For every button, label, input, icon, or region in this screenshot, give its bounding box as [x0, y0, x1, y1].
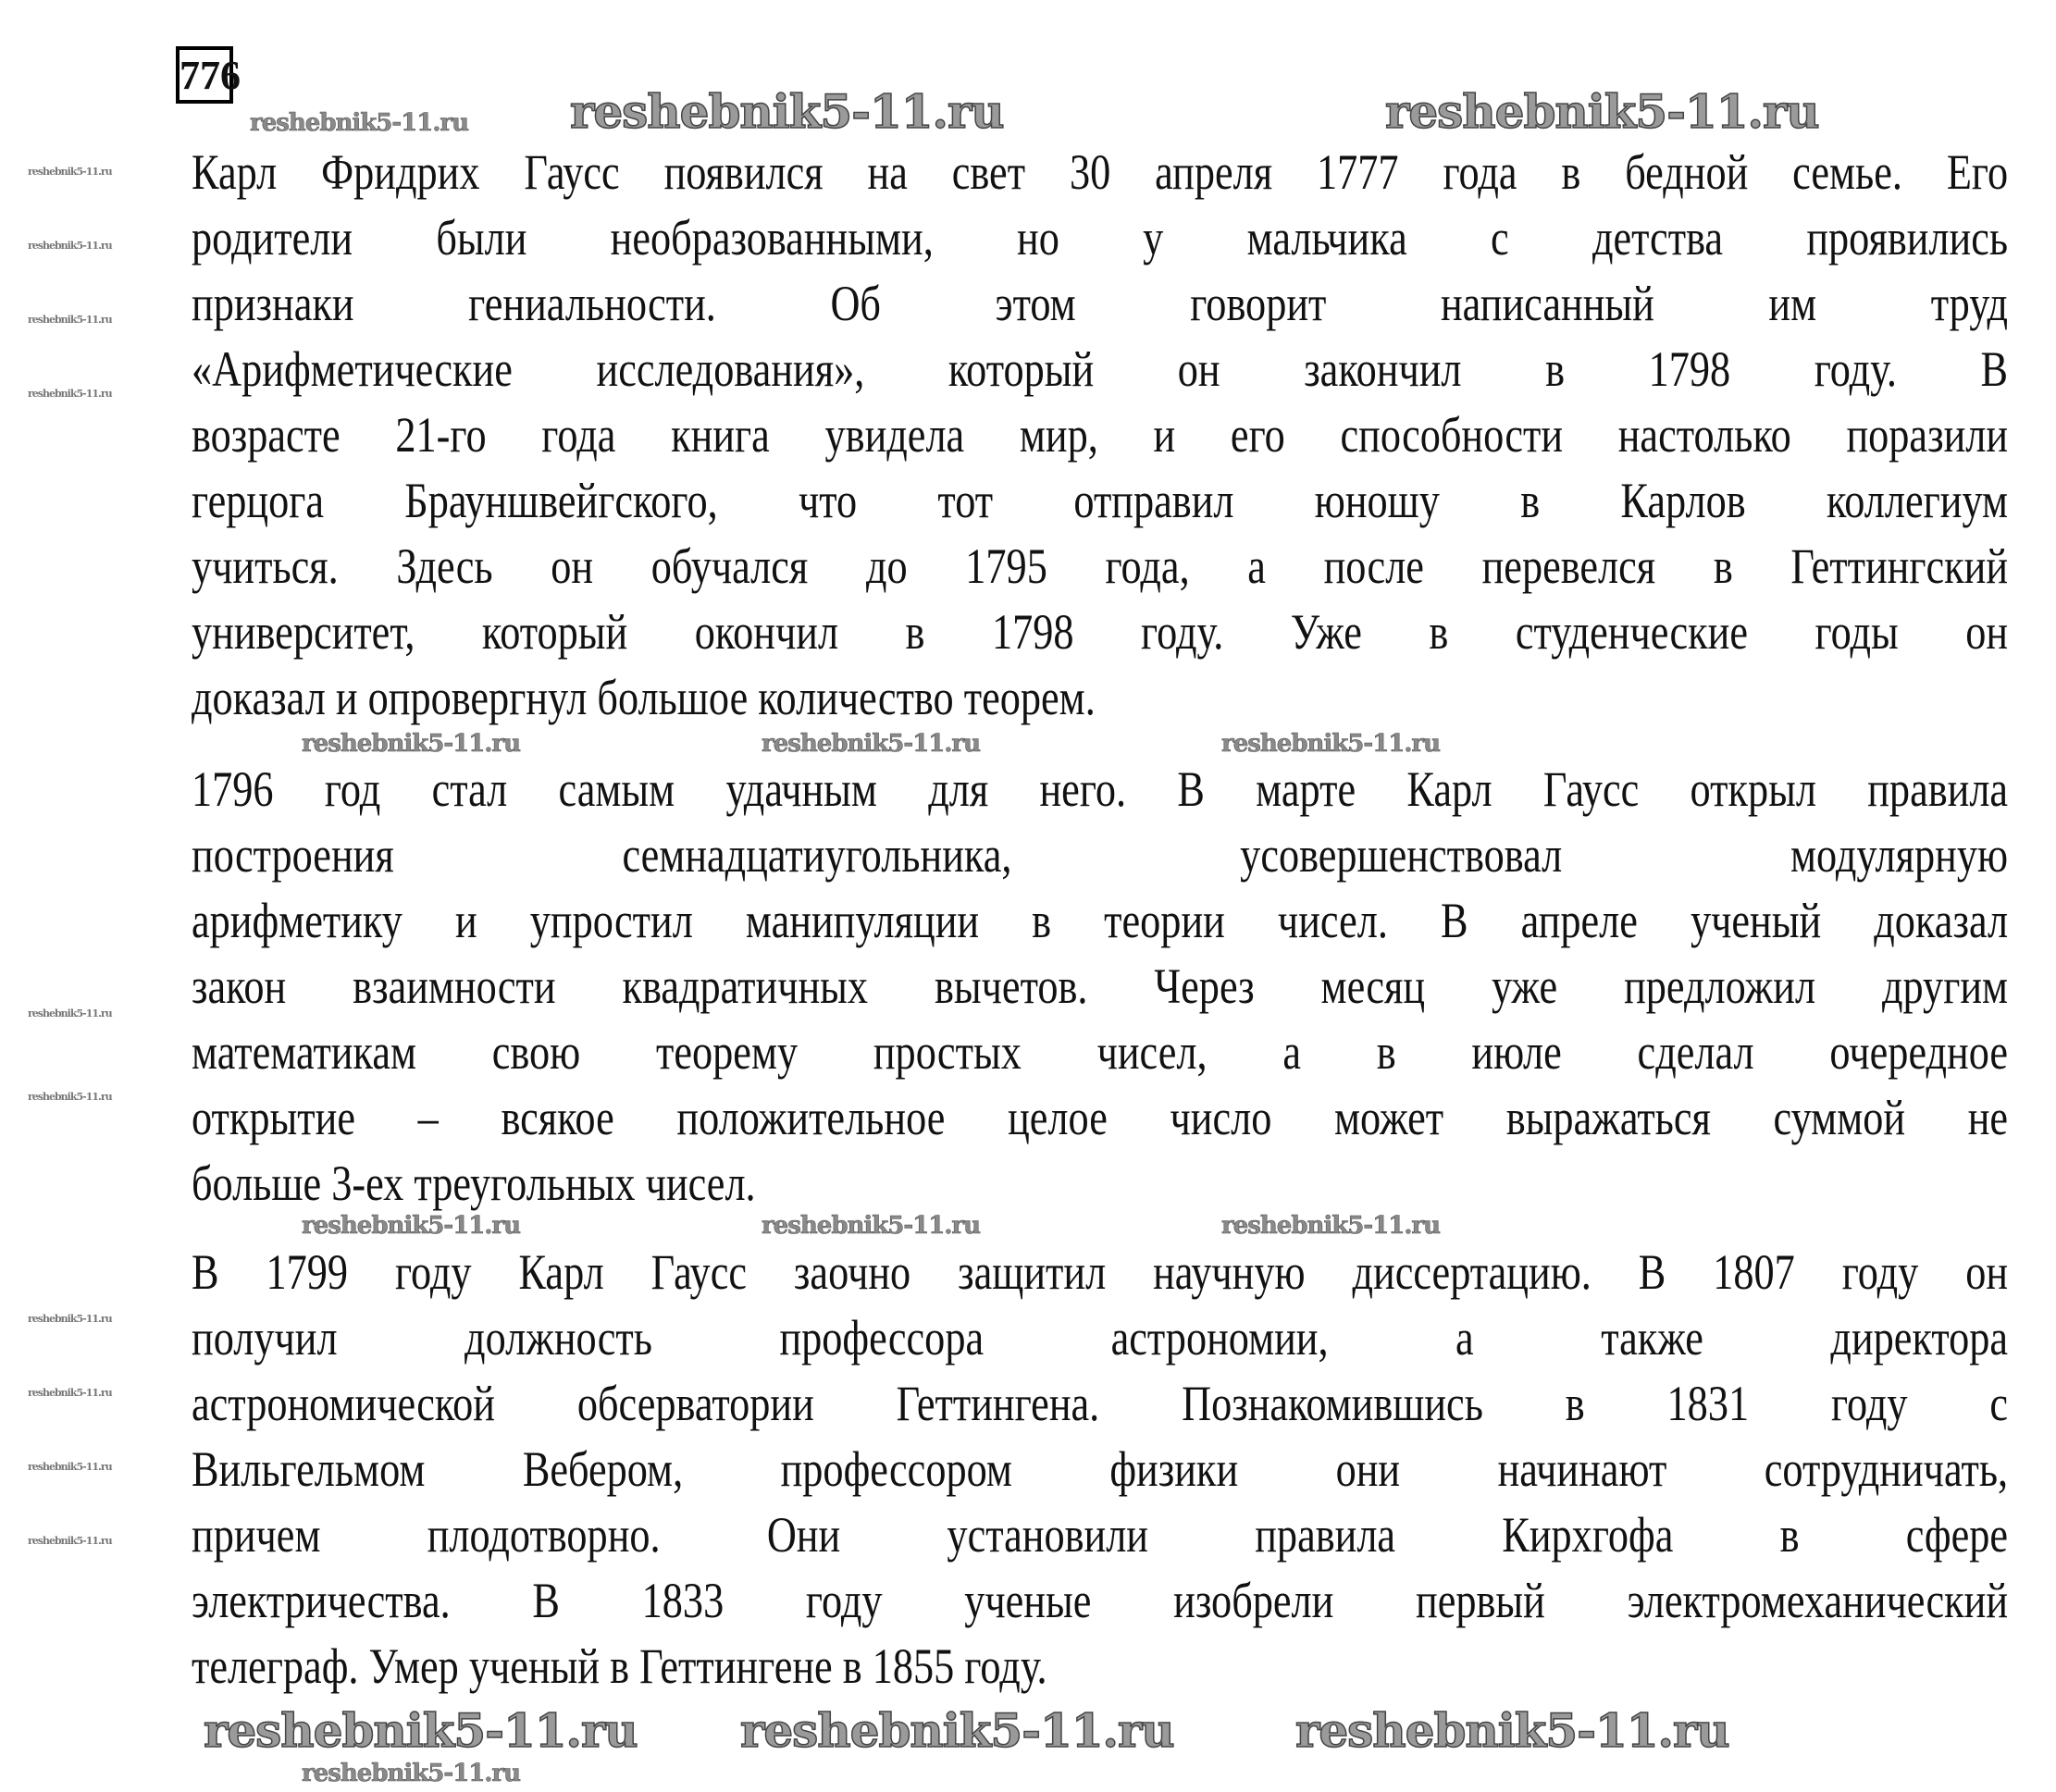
watermark: reshebnik5-11.ru: [250, 109, 469, 137]
task-number: 776: [180, 53, 241, 98]
watermark: reshebnik5-11.ru: [1221, 1212, 1441, 1240]
watermark: reshebnik5-11.ru: [28, 1461, 112, 1473]
text-line: Вильгельмом Вебером, профессором физики они начинают сотрудничать,: [192, 1441, 2009, 1497]
text-line: телеграф. Умер ученый в Геттингене в 1855 году.: [192, 1638, 1047, 1694]
text-line: математикам свою теорему простых чисел, а в июле сделал очередное: [192, 1024, 2009, 1080]
text-line: В 1799 году Карл Гаусс заочно защитил научную диссертацию. В 1807 году он: [192, 1244, 2009, 1300]
text-line: учиться. Здесь он обучался до 1795 года, а после перевелся в Геттингский: [192, 538, 2009, 594]
watermark: reshebnik5-11.ru: [28, 314, 112, 326]
watermark: reshebnik5-11.ru: [1385, 84, 1819, 139]
watermark: reshebnik5-11.ru: [28, 1313, 112, 1325]
text-line: университет, который окончил в 1798 году. Уже в студенческие годы он: [192, 604, 2009, 660]
text-line: герцога Брауншвейгского, что тот отправил юношу в Карлов коллегиум: [192, 473, 2009, 528]
text-line: построения семнадцатиугольника, усовершенствовал модулярную: [192, 827, 2009, 883]
watermark: reshebnik5-11.ru: [302, 1212, 521, 1240]
watermark: reshebnik5-11.ru: [762, 730, 981, 758]
text-line: причем плодотворно. Они установили правила Кирхгофа в сфере: [192, 1507, 2009, 1563]
text-line: Карл Фридрих Гаусс появился на свет 30 апреля 1777 года в бедной семье. Его: [192, 144, 2009, 200]
text-line: электричества. В 1833 году ученые изобрели первый электромеханический: [192, 1573, 2009, 1628]
text-line: арифметику и упростил манипуляции в теории чисел. В апреле ученый доказал: [192, 893, 2009, 948]
watermark: reshebnik5-11.ru: [28, 240, 112, 252]
watermark: reshebnik5-11.ru: [28, 166, 112, 178]
text-line: «Арифметические исследования», который он закончил в 1798 году. В: [192, 341, 2009, 397]
text-line: родители были необразованными, но у мальчика с детства проявились: [192, 210, 2009, 266]
watermark: reshebnik5-11.ru: [28, 1007, 112, 1020]
text-line: доказал и опровергнул большое количество теорем.: [192, 670, 1096, 725]
text-line: 1796 год стал самым удачным для него. В марте Карл Гаусс открыл правила: [192, 761, 2009, 817]
watermark: reshebnik5-11.ru: [302, 730, 521, 758]
watermark: reshebnik5-11.ru: [1221, 730, 1441, 758]
watermark: reshebnik5-11.ru: [28, 1535, 112, 1547]
watermark: reshebnik5-11.ru: [28, 388, 112, 400]
text-line: возрасте 21-го года книга увидела мир, и его способности настолько поразили: [192, 407, 2009, 463]
task-number-box: [176, 46, 241, 104]
text-line: астрономической обсерватории Геттингена. Познакомившись в 1831 году с: [192, 1376, 2009, 1431]
text-line: признаки гениальности. Об этом говорит написанный им труд: [192, 276, 2009, 331]
watermark: reshebnik5-11.ru: [762, 1212, 981, 1240]
watermark: reshebnik5-11.ru: [302, 1760, 521, 1787]
watermark: reshebnik5-11.ru: [570, 84, 1004, 139]
watermark: reshebnik5-11.ru: [740, 1703, 1174, 1758]
watermark: reshebnik5-11.ru: [204, 1703, 638, 1758]
watermark: reshebnik5-11.ru: [28, 1387, 112, 1399]
watermark: reshebnik5-11.ru: [28, 1091, 112, 1103]
text-line: закон взаимности квадратичных вычетов. Через месяц уже предложил другим: [192, 958, 2009, 1014]
text-line: больше 3-ех треугольных чисел.: [192, 1156, 756, 1211]
text-line: открытие – всякое положительное целое число может выражаться суммой не: [192, 1090, 2009, 1145]
text-line: получил должность профессора астрономии, а также директора: [192, 1310, 2009, 1366]
watermark: reshebnik5-11.ru: [1295, 1703, 1729, 1758]
